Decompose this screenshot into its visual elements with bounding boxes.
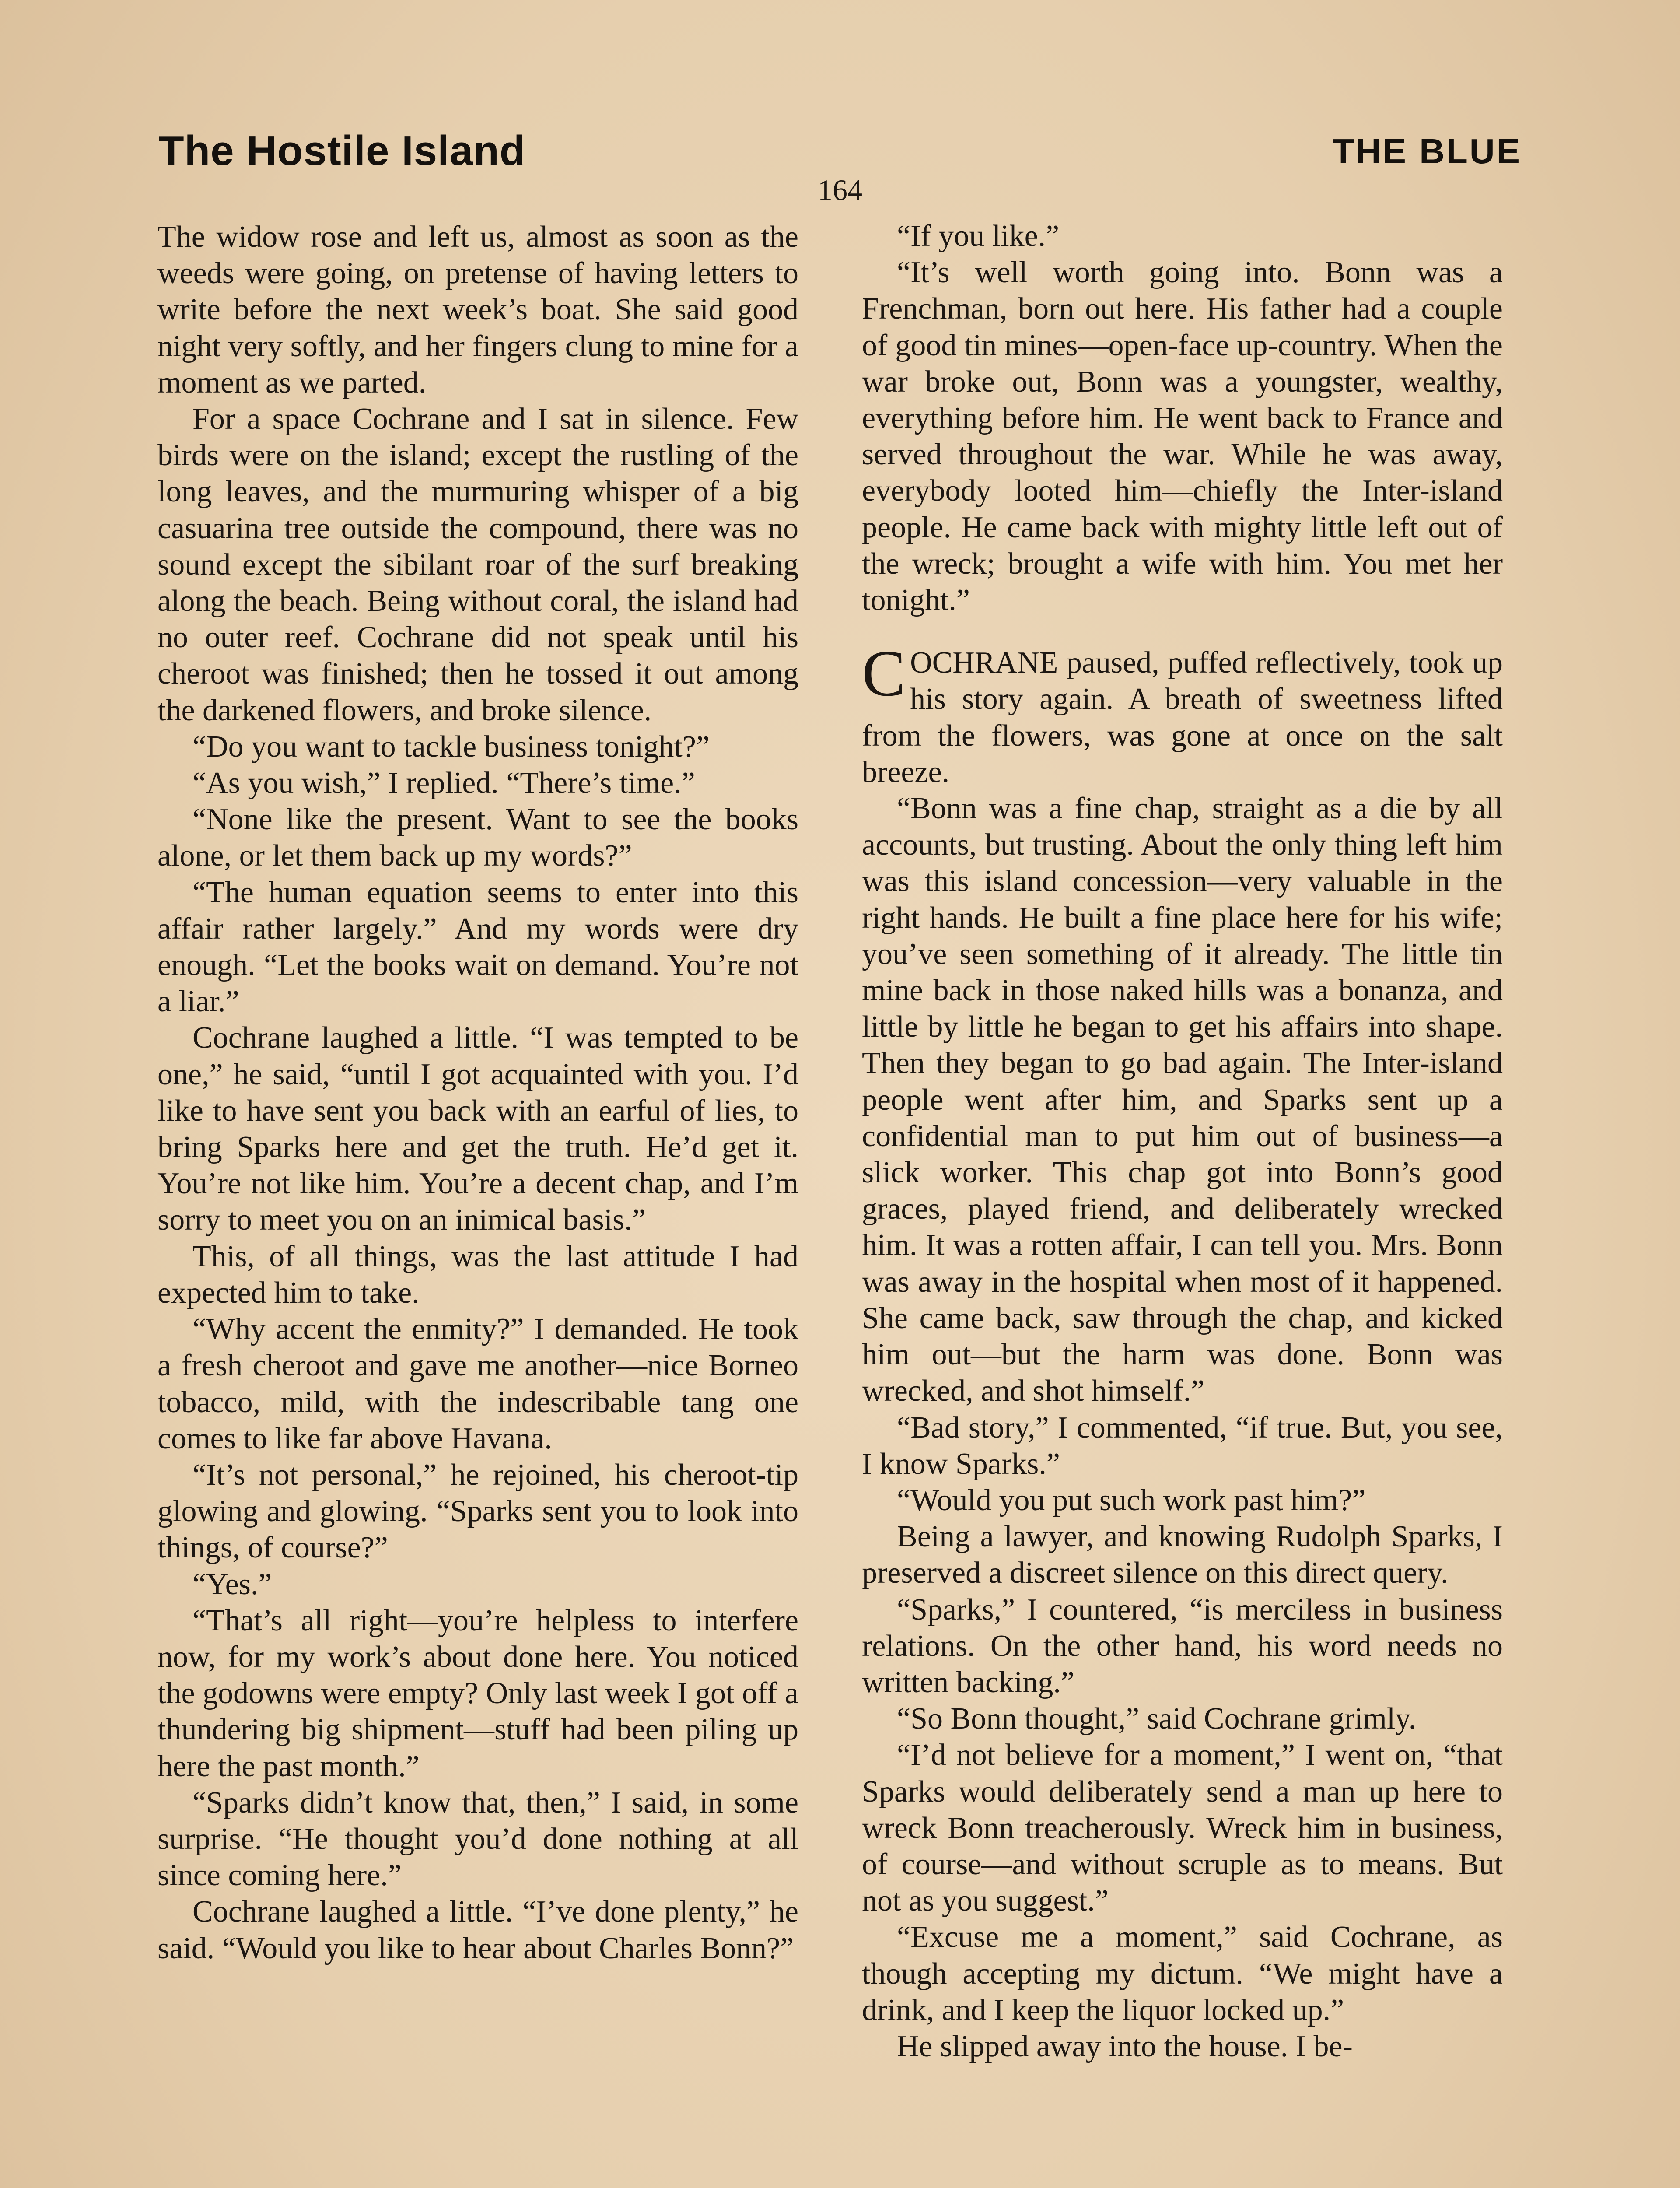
paragraph: “That’s all right—you’re helpless to interfere now, for my work’s about done here. You noticed the godowns were empty? Only last week I got off a thundering big shipment—stuff had been piling up here the past month.” [158,1603,798,1783]
paragraph: Cochrane laughed a little. “I was tempted to be one,” he said, “until I got acquainted with you. I’d like to have sent you back with an earful of lies, to bring Sparks here and get the truth. He’d get it. You’re not like him. You’re a decent chap, and I’m sorry to meet you on an inimical basis.” [158,1021,798,1237]
drop-cap-paragraph-text: OCHRANE paused, puffed reflectively, took up his story again. A breath of sweetness lifted from the flowers, was gone at once on the salt breeze. [862,646,1503,789]
paragraph: “As you wish,” I replied. “There’s time.” [192,766,695,800]
paragraph: “It’s well worth going into. Bonn was a Frenchman, born out here. His father had a couple of good tin mines—open-face up-country. When the war broke out, Bonn was a youngster, wealthy, everything before him. He went back to France and served throughout the war. While he was away, everybody looted him—chiefly the Inter-island people. He came back with mighty little left out of the wreck; brought a wife with him. You met her tonight.” [862,256,1503,617]
paragraph: “Would you put such work past him?” [897,1483,1366,1517]
paragraph: “Do you want to tackle business tonight?” [192,729,710,764]
paragraph: “Excuse me a moment,” said Cochrane, as though accepting my dictum. “We might have a drink, and I keep the liquor locked up.” [862,1920,1503,2027]
paragraph: For a space Cochrane and I sat in silence. Few birds were on the island; except the rustling of the long leaves, and the murmuring whisper of a big casuarina tree outside the compound, there was no sound except the sibilant roar of the surf breaking along the beach. Being without coral, the island had no outer reef. Cochrane did not speak until his cheroot was finished; then he tossed it out among the darkened flowers, and broke silence. [158,402,798,727]
paragraph: The widow rose and left us, almost as soon as the weeds were going, on pretense of having letters to write before the next week’s boat. She said good night very softly, and her fingers clung to mine for a moment as we parted. [158,220,798,400]
paragraph: Cochrane laughed a little. “I’ve done plenty,” he said. “Would you like to hear about Charles Bonn?” [158,1895,798,1965]
drop-cap-letter: C [862,637,906,710]
paragraph: “I’d not believe for a moment,” I went on, “that Sparks would deliberately send a man up here to wreck Bonn treacherously. Wreck him in business, of course—and without scruple as to means. But not as you suggest.” [862,1738,1503,1918]
paragraph: “It’s not personal,” he rejoined, his cheroot-tip glowing and glowing. “Sparks sent you to look into things, of course?” [158,1458,798,1565]
paragraph: “The human equation seems to enter into this affair rather largely.” And my words were dry enough. “Let the books wait on demand. You’re not a liar.” [158,875,798,1019]
paragraph: “Sparks,” I countered, “is merciless in business relations. On the other hand, his word needs no written backing.” [862,1592,1503,1699]
paragraph: “So Bonn thought,” said Cochrane grimly. [897,1702,1417,1736]
left-text-column [158,219,798,1967]
paragraph: This, of all things, was the last attitude I had expected him to take. [158,1239,798,1310]
paragraph: “Sparks didn’t know that, then,” I said, in some surprise. “He thought you’d done nothing at all since coming here.” [158,1785,798,1893]
paragraph: “Yes.” [192,1567,272,1601]
right-text-column [862,218,1503,2065]
paragraph: Being a lawyer, and knowing Rudolph Sparks, I preserved a discreet silence on this direct query. [862,1520,1503,1590]
paragraph: “If you like.” [897,219,1060,253]
magazine-title-header: THE BLUE [1333,132,1522,171]
paragraph: “Bad story,” I commented, “if true. But, you see, I know Sparks.” [862,1410,1503,1481]
section-opening-paragraph [862,637,1503,790]
paragraph: “None like the present. Want to see the books alone, or let them back up my words?” [158,803,798,873]
paragraph: “Why accent the enmity?” I demanded. He took a fresh cheroot and gave me another—nice Borneo tobacco, mild, with the indescribable tang one comes to like far above Havana. [158,1312,798,1455]
story-title-header: The Hostile Island [158,127,526,174]
page-number: 164 [818,173,862,207]
paragraph: “Bonn was a fine chap, straight as a die by all accounts, but trusting. About the only thing left him was this island concession—very valuable in the right hands. He built a fine place here for his wife; you’ve seen something of it already. The little tin mine back in those naked hills was a bonanza, and little by little he began to get his affairs into shape. Then they began to go bad again. The Inter-island people went after him, and Sparks sent up a confidential man to put him out of business—a slick worker. This chap got into Bonn’s good graces, played friend, and deliberately wrecked him. It was a rotten affair, I can tell you. Mrs. Bonn was away in the hospital when most of it happened. She came back, saw through the chap, and kicked him out—but the harm was done. Bonn was wrecked, and shot himself.” [862,792,1503,1408]
paragraph: He slipped away into the house. I be- [897,2029,1353,2063]
